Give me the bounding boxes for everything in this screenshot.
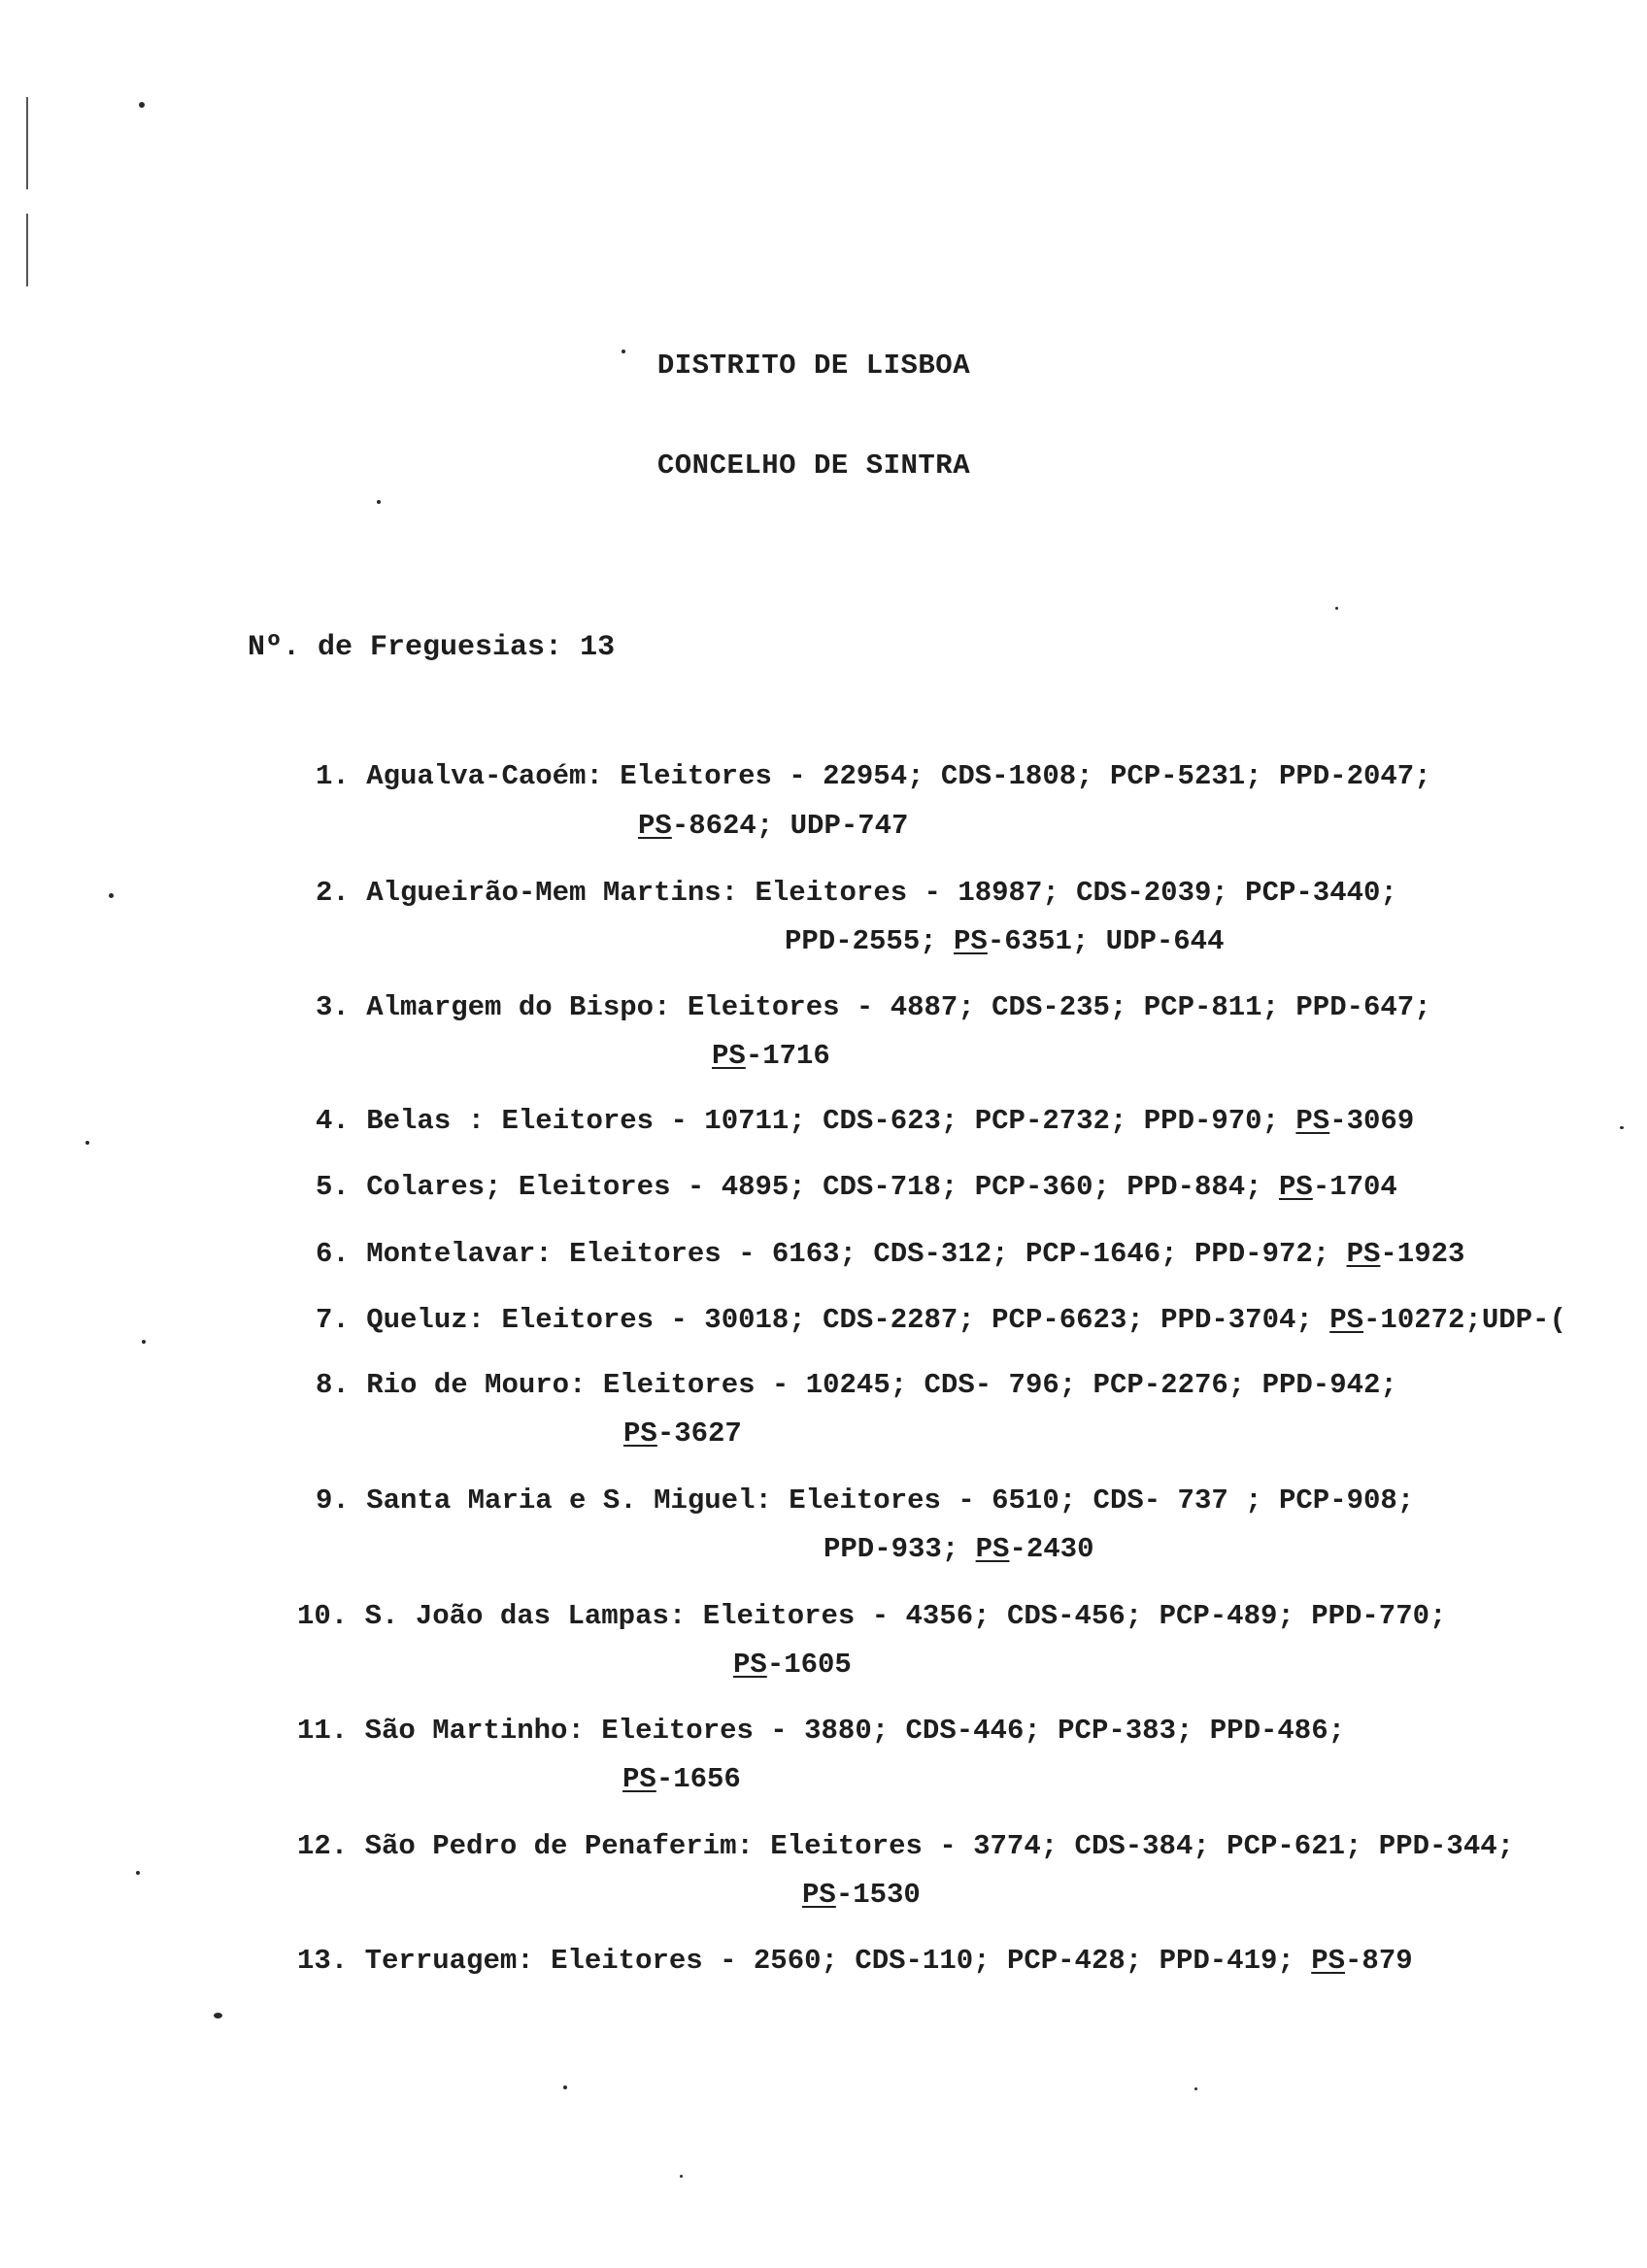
parish-results-cont: -3069 (1329, 1105, 1415, 1137)
parish-entry-10 (297, 1592, 1446, 1641)
parish-entry-2-cont (785, 917, 1224, 966)
parishes-count-label: Nº. de Freguesias: (248, 631, 563, 664)
scan-speck (680, 2175, 683, 2178)
entry-number: 11. (297, 1715, 349, 1747)
scan-speck (377, 500, 381, 504)
parish-results-cont: -10272;UDP-( (1363, 1304, 1566, 1336)
parish-results-pre: PPD-2555; (785, 925, 955, 957)
parish-results: Eleitores - 4887; CDS-235; PCP-811; PPD-647; (687, 991, 1431, 1023)
ps-label: PS (954, 925, 988, 957)
parish-results-cont: -1923 (1380, 1238, 1465, 1270)
parish-results: Eleitores - 10245; CDS- 796; PCP-2276; PPD-942; (602, 1369, 1397, 1401)
ps-label: PS (1295, 1105, 1330, 1137)
parish-results: Eleitores - 6510; CDS- 737 ; PCP-908; (789, 1484, 1415, 1517)
parish-results: Eleitores - 22954; CDS-1808; PCP-5231; PPD-2047; (620, 760, 1431, 792)
parish-entry-12-cont (802, 1871, 921, 1919)
parish-name: Rio de Mouro: (366, 1369, 587, 1401)
parish-entry-2 (316, 869, 1397, 917)
parish-name: Terruagem: (364, 1945, 534, 1977)
parish-results: Eleitores - 3774; CDS-384; PCP-621; PPD-344; (770, 1830, 1515, 1862)
parish-name: Almargem do Bispo: (366, 991, 671, 1023)
parish-entry-9-cont (824, 1525, 1093, 1574)
scan-mark (26, 97, 28, 189)
scan-speck (1194, 2087, 1197, 2090)
entry-number: 8. (316, 1369, 350, 1401)
parish-entry-11 (297, 1707, 1345, 1755)
parish-results: Eleitores - 6163; CDS-312; PCP-1646; PPD-972; (569, 1238, 1347, 1270)
parish-entry-10-cont (733, 1641, 852, 1689)
ps-label: PS (975, 1533, 1010, 1565)
parish-name: Queluz: (366, 1304, 486, 1336)
parish-results-cont: -6351; UDP-644 (987, 925, 1225, 957)
parish-name: Colares; (366, 1171, 502, 1203)
parish-entry-5 (316, 1163, 1397, 1212)
parish-results: Eleitores - 3880; CDS-446; PCP-383; PPD-486; (601, 1715, 1346, 1747)
ps-label: PS (712, 1040, 746, 1072)
parish-entry-8 (316, 1361, 1397, 1410)
parishes-count-value: 13 (580, 631, 616, 664)
parish-entry-9 (316, 1477, 1414, 1525)
district-heading: DISTRITO DE LISBOA (656, 350, 971, 382)
parish-results-cont: -1704 (1312, 1171, 1397, 1203)
ps-label: PS (1346, 1238, 1381, 1270)
parish-results-cont: -1716 (745, 1040, 830, 1072)
parish-results: Eleitores - 4895; CDS-718; PCP-360; PPD-884; (518, 1171, 1279, 1203)
parishes-count (248, 631, 615, 664)
entry-number: 6. (316, 1238, 350, 1270)
ps-label: PS (1279, 1171, 1313, 1203)
parish-results: Eleitores - 4356; CDS-456; PCP-489; PPD-770; (702, 1600, 1447, 1632)
scan-speck (563, 2085, 567, 2089)
ps-label: PS (1329, 1304, 1364, 1336)
scan-speck (214, 2013, 222, 2018)
entry-number: 4. (316, 1105, 350, 1137)
entry-number: 2. (316, 877, 350, 909)
parish-name: Santa Maria e S. Miguel: (366, 1484, 772, 1517)
parish-results-cont: -1530 (835, 1879, 921, 1911)
parish-name: São Pedro de Penaferim: (364, 1830, 754, 1862)
ps-label: PS (622, 1763, 656, 1795)
parish-entry-4 (316, 1097, 1414, 1146)
ps-label: PS (1311, 1945, 1346, 1977)
scan-speck (136, 1871, 140, 1875)
entry-number: 10. (297, 1600, 349, 1632)
parish-name: Algueirão-Mem Martins: (366, 877, 739, 909)
ps-label: PS (623, 1418, 657, 1450)
scan-speck (85, 1141, 89, 1145)
parish-results-cont: -2430 (1009, 1533, 1094, 1565)
parish-results-pre: PPD-933; (824, 1533, 976, 1565)
scan-speck (109, 893, 114, 898)
parish-results-cont: -879 (1345, 1945, 1413, 1977)
parish-results-cont: -1656 (655, 1763, 741, 1795)
entry-number: 9. (316, 1484, 350, 1517)
parish-results-cont: -1605 (766, 1649, 852, 1681)
parish-name: Montelavar: (366, 1238, 553, 1270)
entry-number: 3. (316, 991, 350, 1023)
parish-results-cont: -8624; UDP-747 (671, 810, 909, 842)
entry-number: 5. (316, 1171, 350, 1203)
parish-entry-12 (297, 1822, 1514, 1871)
parish-name: S. João das Lampas: (364, 1600, 687, 1632)
scan-mark (26, 214, 28, 286)
parish-entry-8-cont (623, 1410, 742, 1458)
parish-entry-1-cont (638, 802, 908, 850)
parish-entry-6 (316, 1230, 1464, 1279)
parish-name: Agualva-Caoém: (366, 760, 603, 792)
parish-name: São Martinho: (364, 1715, 585, 1747)
entry-number: 13. (297, 1945, 349, 1977)
parish-entry-11-cont (622, 1755, 741, 1804)
parish-name: Belas : (366, 1105, 486, 1137)
county-heading: CONCELHO DE SINTRA (656, 450, 971, 482)
entry-number: 12. (297, 1830, 349, 1862)
scan-speck (1620, 1126, 1624, 1129)
parish-entry-3 (316, 984, 1431, 1032)
parish-results: Eleitores - 18987; CDS-2039; PCP-3440; (755, 877, 1397, 909)
scan-speck (142, 1340, 146, 1344)
scan-speck (1335, 607, 1338, 610)
scan-speck (622, 350, 625, 353)
ps-label: PS (802, 1879, 836, 1911)
parish-results: Eleitores - 10711; CDS-623; PCP-2732; PPD-970; (501, 1105, 1296, 1137)
parish-entry-7 (316, 1296, 1566, 1345)
parish-results-cont: -3627 (656, 1418, 742, 1450)
parish-results: Eleitores - 30018; CDS-2287; PCP-6623; PPD-3704; (501, 1304, 1330, 1336)
parish-results: Eleitores - 2560; CDS-110; PCP-428; PPD-419; (551, 1945, 1312, 1977)
entry-number: 1. (316, 760, 350, 792)
entry-number: 7. (316, 1304, 350, 1336)
ps-label: PS (733, 1649, 767, 1681)
parish-entry-13 (297, 1937, 1413, 1985)
parish-entry-3-cont (712, 1032, 830, 1081)
scan-speck (139, 102, 145, 108)
ps-label: PS (638, 810, 672, 842)
parish-entry-1 (316, 752, 1431, 801)
